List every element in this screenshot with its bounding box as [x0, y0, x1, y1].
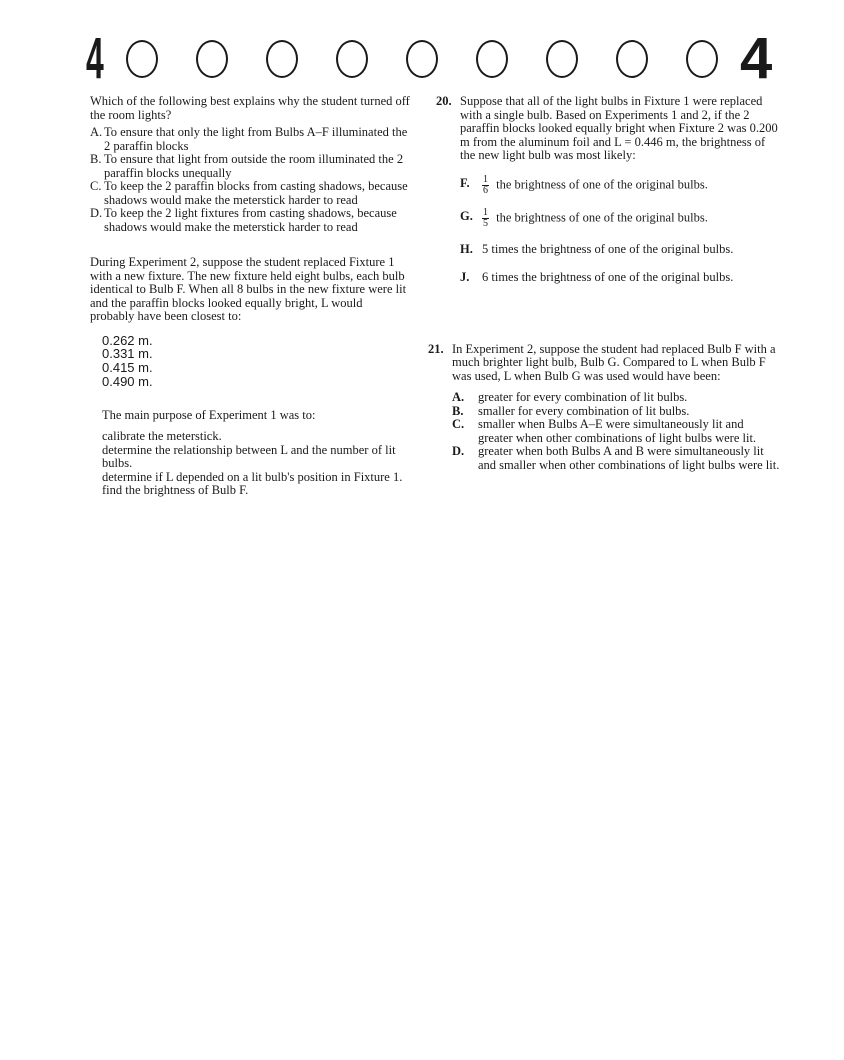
answer-option-d[interactable]: 0.490 m.	[102, 373, 153, 389]
option-letter: A.	[90, 125, 103, 139]
answer-option-a[interactable]: 0.262 m.	[102, 332, 153, 348]
answer-option-c[interactable]: 0.415 m.	[102, 360, 153, 376]
answer-option-c[interactable]: determine if L depended on a lit bulb's position in Fixture 1.	[102, 469, 403, 484]
left-column	[90, 95, 410, 498]
option-letter: F.	[460, 175, 470, 190]
answer-option-c[interactable]	[452, 418, 781, 445]
question-19	[90, 95, 410, 234]
option-letter: G.	[460, 208, 473, 223]
question-stem: Suppose that all of the light bulbs in Fixture 1 were replaced with a single bulb. Based on Experiments 1 and 2, if the 2 paraffin blocks looked equally bright when Fixture 2 was 0.200 m from the aluminum foil and L = 0.446 m, the brightness of the new light bulb was most likely:	[460, 94, 778, 162]
fraction: $\frac{1}{6}$	[483, 173, 488, 196]
fraction: $\frac{1}{5}$	[483, 206, 488, 229]
option-text: To keep the 2 light fixtures from casting shadows, because shadows would make the meterstick harder to read	[104, 206, 397, 234]
option-text: 5 times the brightness of one of the original bulbs.	[482, 241, 734, 256]
question-20	[436, 95, 781, 285]
answer-option-a[interactable]: calibrate the meterstick.	[102, 429, 222, 444]
answer-option-j[interactable]	[460, 269, 781, 285]
answer-option-b[interactable]: determine the relationship between L and the number of lit bulbs.	[102, 442, 396, 471]
option-text: greater for every combination of lit bulbs.	[478, 390, 688, 404]
option-text: To keep the 2 paraffin blocks from casting shadows, because shadows would make the meterstick harder to read	[104, 179, 408, 207]
answer-option-b[interactable]	[452, 405, 781, 419]
answer-option-g[interactable]	[460, 208, 781, 229]
decorative-circle-row	[0, 40, 844, 80]
option-text: smaller when Bulbs A–E were simultaneously lit and greater when other combinations of light bulbs were lit.	[478, 417, 757, 445]
option-letter: C.	[90, 179, 102, 193]
option-letter: D.	[90, 206, 103, 220]
option-text: the brightness of one of the original bulbs.	[496, 209, 708, 224]
circle-icon	[196, 40, 228, 78]
question-stem: The main purpose of Experiment 1 was to:	[102, 407, 316, 422]
answer-option-d[interactable]	[452, 445, 781, 472]
question-stem: In Experiment 2, suppose the student had replaced Bulb F with a much brighter light bulb, Bulb G. Compared to L when Bulb F was used, L when Bulb G was used would have been:	[452, 341, 776, 383]
question-experiment-2	[90, 256, 410, 389]
option-text: greater when both Bulbs A and B were simultaneously lit and smaller when other combinations of light bulbs were lit.	[478, 444, 780, 472]
option-text: 6 times the brightness of one of the original bulbs.	[482, 269, 734, 284]
circle-icon	[336, 40, 368, 78]
option-text: To ensure that only the light from Bulbs A–F illuminated the 2 paraffin blocks	[104, 125, 408, 153]
circle-icon	[266, 40, 298, 78]
answer-option-a[interactable]	[90, 126, 410, 153]
answer-option-f[interactable]	[460, 175, 781, 196]
answer-option-b[interactable]	[90, 153, 410, 180]
answer-option-d[interactable]: find the brightness of Bulb F.	[102, 483, 249, 498]
option-letter: B.	[452, 403, 464, 418]
page-number-right: 4	[740, 26, 773, 91]
option-letter: A.	[452, 390, 465, 404]
option-letter: J.	[460, 269, 470, 284]
option-letter: D.	[452, 444, 465, 458]
answer-option-h[interactable]	[460, 241, 781, 257]
question-number: 21.	[428, 341, 444, 356]
question-stem: During Experiment 2, suppose the student replaced Fixture 1 with a new fixture. The new fixture held eight bulbs, each bulb identical to Bulb F. When all 8 bulbs in the new fixture were lit and the paraffin blocks looked equally bright, L would probably have been closest to:	[90, 255, 407, 323]
option-letter: H.	[460, 241, 473, 256]
option-letter: B.	[90, 152, 102, 166]
circle-icon	[616, 40, 648, 78]
question-stem: Which of the following best explains why the student turned off the room lights?	[90, 94, 410, 122]
page-number-left: 4	[86, 26, 104, 91]
option-text: To ensure that light from outside the room illuminated the 2 paraffin blocks unequally	[104, 152, 404, 180]
answer-option-c[interactable]	[90, 180, 410, 207]
option-text: smaller for every combination of lit bulbs.	[478, 403, 690, 418]
option-text: the brightness of one of the original bulbs.	[496, 176, 708, 191]
question-number: 20.	[436, 94, 452, 108]
answer-option-b[interactable]: 0.331 m.	[102, 346, 153, 362]
circle-icon	[406, 40, 438, 78]
option-letter: C.	[452, 417, 465, 431]
circle-icon	[686, 40, 718, 78]
circle-icon	[126, 40, 158, 78]
question-21	[428, 343, 781, 473]
right-column	[428, 94, 781, 472]
circle-icon	[546, 40, 578, 78]
circle-icon	[476, 40, 508, 78]
answer-option-a[interactable]	[452, 391, 781, 405]
answer-option-d[interactable]	[90, 207, 410, 234]
question-purpose	[90, 409, 410, 498]
